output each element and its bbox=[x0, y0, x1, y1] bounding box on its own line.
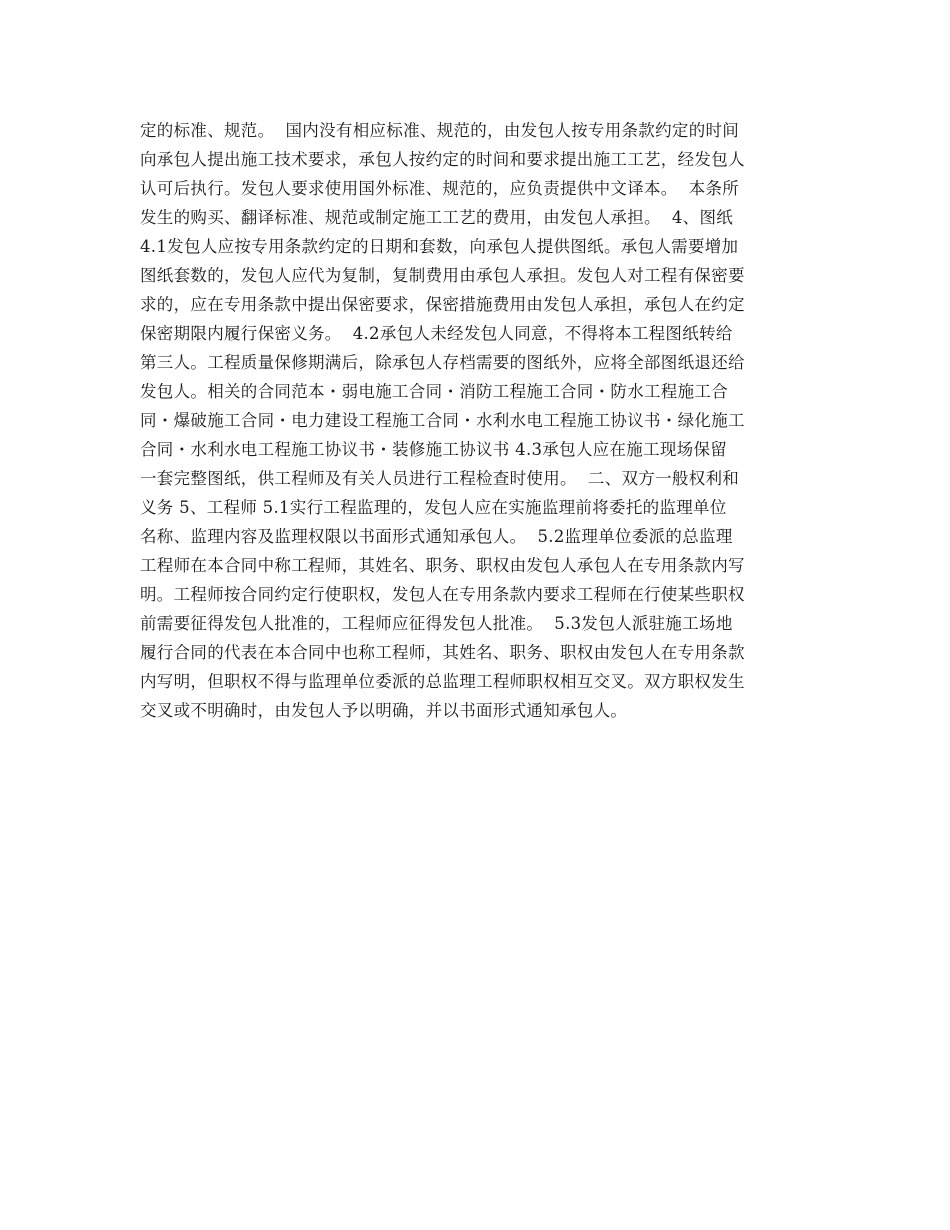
text-line: 图纸套数的，发包人应代为复制，复制费用由承包人承担。发包人对工程有保密要 bbox=[140, 266, 745, 285]
text-line: 发包人。相关的合同范本・弱电施工合同・消防工程施工合同・防水工程施工合 bbox=[140, 382, 728, 401]
body-text bbox=[140, 116, 820, 725]
text-line: 认可后执行。发包人要求使用国外标准、规范的，应负责提供中文译本。 本条所 bbox=[140, 179, 740, 198]
text-line: 前需要征得发包人批准的，工程师应征得发包人批准。 5.3发包人派驻施工场地 bbox=[140, 614, 733, 633]
text-line: 4.1发包人应按专用条款约定的日期和套数，向承包人提供图纸。承包人需要增加 bbox=[140, 237, 739, 256]
text-line: 一套完整图纸，供工程师及有关人员进行工程检查时使用。 二、双方一般权利和 bbox=[140, 469, 740, 488]
text-line: 合同・水利水电工程施工协议书・装修施工协议书 4.3承包人应在施工现场保留 bbox=[140, 440, 728, 459]
text-line: 工程师在本合同中称工程师，其姓名、职务、职权由发包人承包人在专用条款内写 bbox=[140, 556, 745, 575]
text-line: 向承包人提出施工技术要求，承包人按约定的时间和要求提出施工工艺，经发包人 bbox=[140, 150, 745, 169]
text-line: 义务 5、工程师 5.1实行工程监理的，发包人应在实施监理前将委托的监理单位 bbox=[140, 498, 727, 517]
text-line: 第三人。工程质量保修期满后，除承包人存档需要的图纸外，应将全部图纸退还给 bbox=[140, 353, 745, 372]
text-line: 发生的购买、翻译标准、规范或制定施工工艺的费用，由发包人承担。 4、图纸 bbox=[140, 208, 734, 227]
text-line: 同・爆破施工合同・电力建设工程施工合同・水利水电工程施工协议书・绿化施工 bbox=[140, 411, 745, 430]
text-line: 交叉或不明确时，由发包人予以明确，并以书面形式通知承包人。 bbox=[140, 701, 628, 720]
text-line: 求的，应在专用条款中提出保密要求，保密措施费用由发包人承担，承包人在约定 bbox=[140, 295, 745, 314]
text-line: 名称、监理内容及监理权限以书面形式通知承包人。 5.2监理单位委派的总监理 bbox=[140, 527, 733, 546]
text-line: 履行合同的代表在本合同中也称工程师，其姓名、职务、职权由发包人在专用条款 bbox=[140, 643, 745, 662]
text-line: 保密期限内履行保密义务。 4.2承包人未经发包人同意，不得将本工程图纸转给 bbox=[140, 324, 733, 343]
text-line: 内写明，但职权不得与监理单位委派的总监理工程师职权相互交叉。双方职权发生 bbox=[140, 672, 745, 691]
text-line: 明。工程师按合同约定行使职权，发包人在专用条款内要求工程师在行使某些职权 bbox=[140, 585, 745, 604]
text-line: 定的标准、规范。 国内没有相应标准、规范的，由发包人按专用条款约定的时间 bbox=[140, 121, 740, 140]
